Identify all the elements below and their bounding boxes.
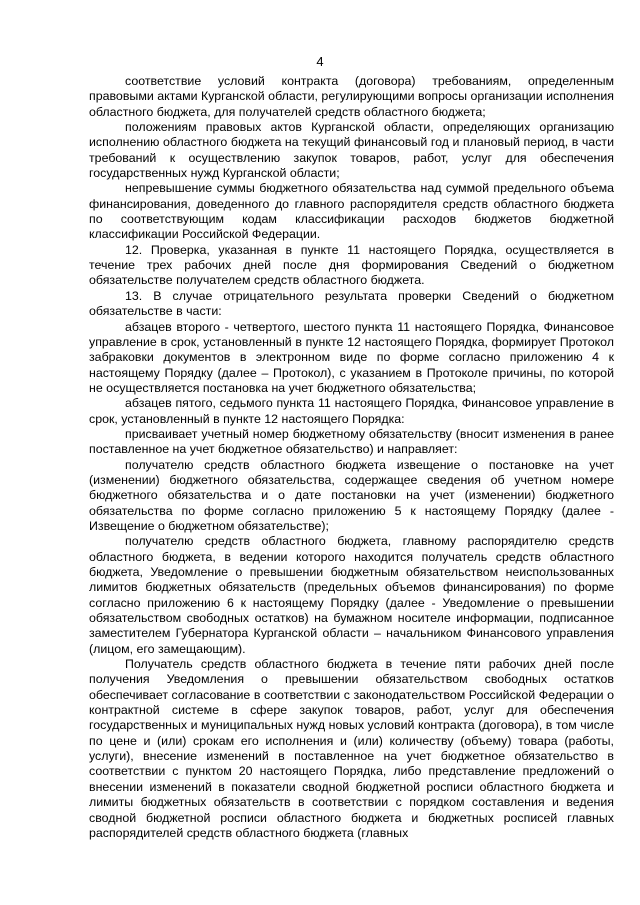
paragraph: абзацев второго - четвертого, шестого пункта 11 настоящего Порядка, Финансовое управление в срок, установленный в пункте 12 настоящего Порядка, формирует Протокол забраковки документов в электронном виде по форме согласно приложению 4 к настоящему Порядку (далее – Протокол), с указанием в Протоколе причины, по которой не осуществляется постановка на учет бюджетного обязательства; [89, 319, 614, 395]
paragraph: 13. В случае отрицательного результата проверки Сведений о бюджетном обязательстве в части: [89, 288, 614, 319]
paragraph: соответствие условий контракта (договора) требованиям, определенным правовыми актами Курганской области, регулирующими вопросы организации исполнения областного бюджета, для получателей средств областного бюджета; [89, 74, 614, 119]
paragraph: 12. Проверка, указанная в пункте 11 настоящего Порядка, осуществляется в течение трех рабочих дней после дня формирования Сведений о бюджетном обязательстве получателем средств областного бюджета. [89, 242, 614, 288]
paragraph: положениям правовых актов Курганской области, определяющих организацию исполнению областного бюджета на текущий финансовый год и плановый период, в части требований к осуществлению закупок товаров, работ, услуг для обеспечения государственных нужд Курганской области; [89, 120, 614, 181]
paragraph: непревышение суммы бюджетного обязательства над суммой предельного объема финансирования, доведенного до главного распорядителя средств областного бюджета по соответствующим кодам классификации расходов бюджетов бюджетной классификации Российской Федерации. [89, 181, 614, 242]
paragraph: присваивает учетный номер бюджетному обязательству (вносит изменения в ранее поставленное на учет бюджетное обязательство) и направляет: [89, 426, 614, 457]
document-body [89, 74, 614, 841]
paragraph: Получатель средств областного бюджета в течение пяти рабочих дней после получения Уведомления о превышении обязательством свободных остатков обеспечивает согласование в соответствии с законодательством Российской Федерации о контрактной системе в сфере закупок товаров, работ, услуг для обеспечения государственных и муниципальных нужд новых условий контракта (договора), в том числе по цене и (или) срокам его исполнения и (или) количеству (объему) товара (работы, услуги), внесение изменений в поставленное на учет бюджетное обязательство в соответствии с пунктом 20 настоящего Порядка, либо представление предложений о внесении изменений в показатели сводной бюджетной росписи областного бюджета и лимиты бюджетных обязательств в соответствии с порядком составления и ведения сводной бюджетной росписи областного бюджета и бюджетных росписей главных распорядителей средств областного бюджета (главных [89, 657, 614, 840]
page-number: 4 [316, 54, 324, 69]
paragraph: абзацев пятого, седьмого пункта 11 настоящего Порядка, Финансовое управление в срок, установленный в пункте 12 настоящего Порядка: [89, 396, 614, 426]
paragraph: получателю средств областного бюджета, главному распорядителю средств областного бюджета, в ведении которого находится получатель средств областного бюджета, Уведомление о превышении бюджетным обязательством неиспользованных лимитов бюджетных обязательств (предельных объемов финансирования) по форме согласно приложению 6 к настоящему Порядку (далее - Уведомление о превышении обязательством свободных остатков) на бумажном носителе информации, подписанное заместителем Губернатора Курганской области – начальником Финансового управления (лицом, его замещающим). [89, 534, 614, 656]
paragraph: получателю средств областного бюджета извещение о постановке на учет (изменении) бюджетного обязательства, содержащее сведения об учетном номере бюджетного обязательства и о дате постановки на учет (изменении) бюджетного обязательства по форме согласно приложению 5 к настоящему Порядку (далее - Извещение о бюджетном обязательстве); [89, 457, 614, 533]
